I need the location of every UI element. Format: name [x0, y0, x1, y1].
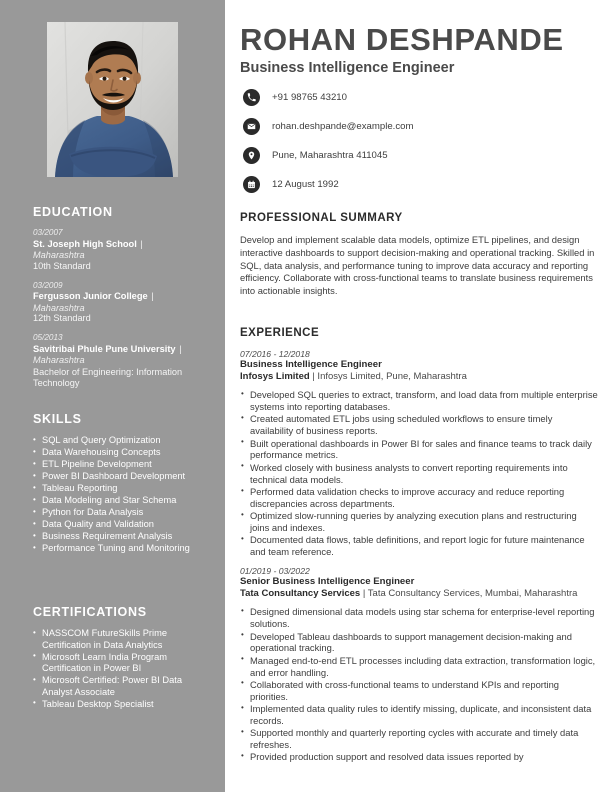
skills-list — [33, 435, 203, 555]
calendar-icon — [243, 176, 260, 193]
skill-item: • Power BI Dashboard Development — [33, 471, 203, 483]
education-location: Maharashtra — [33, 302, 85, 313]
certification-item: • Tableau Desktop Specialist — [33, 699, 203, 711]
contact-list — [243, 84, 603, 200]
job-role: Business Intelligence Engineer — [240, 359, 382, 370]
summary-section — [240, 212, 598, 298]
phone-icon — [243, 89, 260, 106]
job-bullet: • Provided production support and resolved data issues reported by — [240, 751, 598, 763]
job-bullet: • Designed dimensional data models using star schema for enterprise-level reporting solutions. — [240, 606, 598, 630]
job-company-detail: | Infosys Limited, Pune, Maharashtra — [309, 370, 467, 382]
job-bullet-list — [240, 606, 598, 763]
certification-item: • Microsoft Learn India Program Certification in Power BI — [33, 652, 203, 675]
job-company-detail: | Tata Consultancy Services, Mumbai, Maharashtra — [360, 587, 578, 599]
education-school-name: Savitribai Phule Pune University — [33, 343, 176, 354]
skill-item: • ETL Pipeline Development — [33, 459, 203, 471]
skill-item: • Performance Tuning and Monitoring — [33, 543, 203, 555]
job-company-name: Tata Consultancy Services — [240, 587, 361, 599]
certification-item: • Microsoft Certified: Power BI Data Analyst Associate — [33, 675, 203, 698]
education-location: Maharashtra — [33, 249, 85, 260]
experience-item — [240, 349, 598, 558]
education-school — [33, 344, 203, 367]
summary-heading: PROFESSIONAL SUMMARY — [240, 212, 403, 224]
skill-item: • Python for Data Analysis — [33, 507, 203, 519]
certifications-section — [33, 605, 203, 711]
experience-section — [240, 327, 598, 771]
avatar — [47, 22, 178, 177]
education-separator: | — [176, 343, 182, 354]
education-heading: EDUCATION — [33, 205, 113, 219]
sidebar — [0, 0, 225, 792]
skill-item: • Data Modeling and Star Schema — [33, 495, 203, 507]
summary-text: Develop and implement scalable data models, optimize ETL pipelines, and design interactive dashboards to support decision-making and operational tracking. Skilled in SQL, data analysis, and performance tuning to improve data accuracy and reporting efficiency. Collaborate with cross-functional teams to translate business requirements into actionable insights. — [240, 234, 595, 297]
job-company-name: Infosys Limited — [240, 370, 310, 382]
education-degree: 12th Standard — [33, 313, 91, 324]
education-date: 05/2013 — [33, 333, 63, 343]
education-location: Maharashtra — [33, 355, 85, 366]
candidate-job-title: Business Intelligence Engineer — [240, 60, 455, 76]
contact-value: rohan.deshpande@example.com — [272, 120, 414, 132]
job-bullet: • Optimized slow-running queries by analyzing execution plans and restructuring joins and indexes. — [240, 510, 598, 534]
education-date: 03/2007 — [33, 228, 63, 237]
job-bullet: • Built operational dashboards in Power BI for sales and finance teams to track daily performance metrics. — [240, 438, 598, 462]
experience-item — [240, 566, 598, 763]
skill-item: • Data Quality and Validation — [33, 519, 203, 531]
skill-item: • Tableau Reporting — [33, 483, 203, 495]
contact-value: 12 August 1992 — [272, 178, 339, 190]
email-icon — [243, 118, 260, 135]
education-date: 03/2009 — [33, 280, 63, 290]
main-content — [225, 0, 612, 792]
education-item — [33, 281, 203, 325]
job-bullet: • Created automated ETL jobs using scheduled workflows to ensure timely availability of business reports. — [240, 413, 598, 437]
contact-row[interactable] — [243, 113, 603, 139]
job-company — [240, 588, 598, 600]
experience-list — [240, 349, 598, 763]
contact-value: +91 98765 43210 — [272, 91, 347, 103]
job-bullet: • Developed Tableau dashboards to support management decision-making and operational tracking. — [240, 631, 598, 655]
education-item — [33, 333, 203, 389]
profile-photo — [47, 22, 178, 177]
job-bullet-list — [240, 389, 598, 558]
experience-heading: EXPERIENCE — [240, 327, 320, 339]
candidate-name: ROHAN DESHPANDE — [240, 22, 564, 57]
skill-item: • Business Requirement Analysis — [33, 531, 203, 543]
education-school-name: St. Joseph High School — [33, 238, 137, 249]
job-bullet: • Worked closely with business analysts to convert reporting requirements into technical data models. — [240, 462, 598, 486]
job-bullet: • Supported monthly and quarterly reporting cycles with accurate and timely data refreshes. — [240, 727, 598, 751]
skill-item: • Data Warehousing Concepts — [33, 447, 203, 459]
job-date: 01/2019 - 03/2022 — [240, 566, 310, 577]
certifications-list — [33, 628, 203, 710]
education-school — [33, 239, 203, 250]
skill-item: • SQL and Query Optimization — [33, 435, 203, 447]
education-separator: | — [148, 291, 154, 302]
job-bullet: • Developed SQL queries to extract, transform, and load data from multiple enterprise systems into reporting databases. — [240, 389, 598, 413]
education-list — [33, 228, 203, 389]
education-school-name: Fergusson Junior College — [33, 291, 148, 302]
job-date: 07/2016 - 12/2018 — [240, 349, 310, 359]
certifications-heading: CERTIFICATIONS — [33, 605, 147, 619]
education-degree: Bachelor of Engineering: Information Technology — [33, 366, 183, 388]
contact-row[interactable] — [243, 171, 603, 197]
contact-row[interactable] — [243, 142, 603, 168]
job-bullet: • Managed end-to-end ETL processes including data extraction, transformation logic, and error handling. — [240, 655, 598, 679]
education-degree: 10th Standard — [33, 260, 91, 271]
certification-item: • NASSCOM FutureSkills Prime Certification in Data Analytics — [33, 628, 203, 651]
education-separator: | — [137, 238, 143, 249]
skills-section — [33, 412, 203, 555]
job-bullet: • Performed data validation checks to improve accuracy and reduce reporting discrepancies across departments. — [240, 486, 598, 510]
job-company — [240, 371, 598, 383]
job-bullet: • Documented data flows, table definitions, and report logic for future maintenance and team reference. — [240, 534, 598, 558]
contact-value: Pune, Maharashtra 411045 — [272, 149, 388, 161]
education-school — [33, 291, 203, 302]
education-item — [33, 228, 203, 272]
location-icon — [243, 147, 260, 164]
contact-row[interactable] — [243, 84, 603, 110]
education-section — [33, 205, 203, 398]
job-bullet: • Implemented data quality rules to identify missing, duplicate, and inconsistent data records. — [240, 703, 598, 727]
job-bullet: • Collaborated with cross-functional teams to understand KPIs and reporting priorities. — [240, 679, 598, 703]
skills-heading: SKILLS — [33, 412, 82, 426]
job-role: Senior Business Intelligence Engineer — [240, 576, 415, 588]
